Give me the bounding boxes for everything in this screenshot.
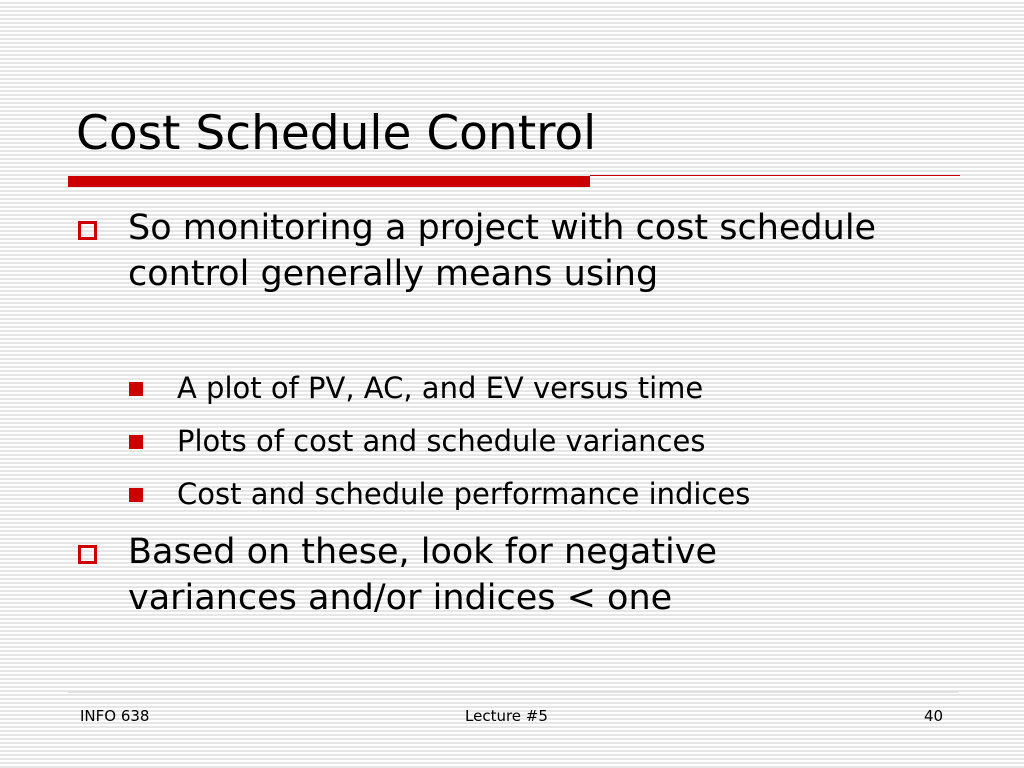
- filled-square-icon: [129, 382, 143, 396]
- bullet-1-text: So monitoring a project with cost schedule control generally means using: [128, 208, 877, 294]
- title-underline-thick: [68, 176, 590, 187]
- filled-square-icon: [129, 435, 143, 449]
- slide-number: 40: [924, 707, 944, 725]
- bullet-1: [128, 205, 928, 297]
- sub-bullet-1-text: A plot of PV, AC, and EV versus time: [177, 371, 704, 405]
- sub-bullet-3: [177, 476, 750, 512]
- title-underline-thin: [590, 175, 960, 176]
- bullet-2: [128, 529, 888, 621]
- sub-bullet-3-text: Cost and schedule performance indices: [177, 477, 751, 511]
- footer-divider: [68, 691, 958, 693]
- slide-title: Cost Schedule Control: [76, 106, 597, 161]
- hollow-square-icon: [78, 221, 97, 240]
- footer-lecture: Lecture #5: [465, 707, 548, 725]
- bullet-2-text: Based on these, look for negative variances and/or indices < one: [128, 532, 718, 618]
- footer-course: INFO 638: [80, 707, 150, 725]
- hollow-square-icon: [78, 545, 97, 564]
- sub-bullet-2: [177, 423, 705, 459]
- sub-bullet-1: [177, 370, 703, 406]
- sub-bullet-2-text: Plots of cost and schedule variances: [177, 424, 706, 458]
- filled-square-icon: [129, 488, 143, 502]
